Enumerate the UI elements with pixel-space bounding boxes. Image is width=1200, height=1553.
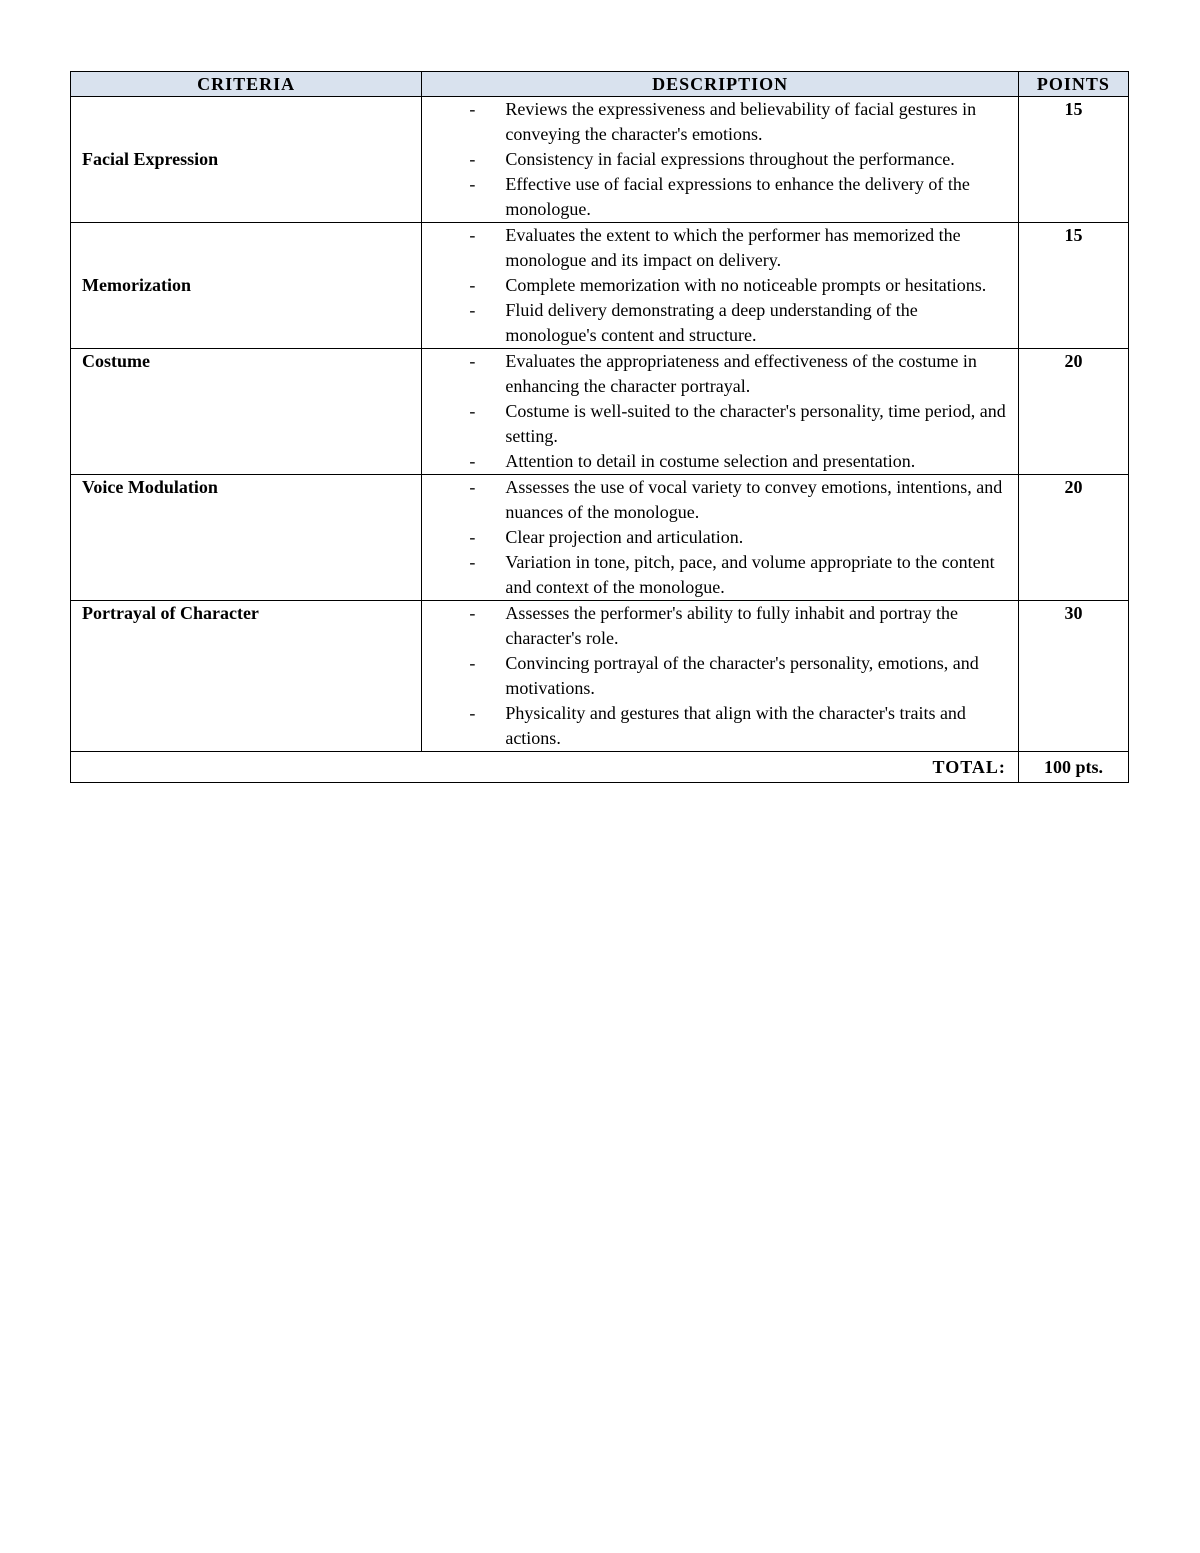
header-description: DESCRIPTION [422, 72, 1019, 97]
list-item [422, 273, 1018, 298]
table-row [71, 475, 1129, 601]
description-cell [422, 97, 1019, 223]
bullet-dash: - [469, 99, 476, 119]
list-item [422, 172, 1018, 222]
header-criteria: CRITERIA [71, 72, 422, 97]
table-row [71, 601, 1129, 752]
criteria-cell: Costume [71, 349, 422, 475]
table-row [71, 349, 1129, 475]
list-item [422, 601, 1018, 651]
criteria-cell: Memorization [71, 223, 422, 349]
bullet-dash: - [469, 552, 476, 572]
list-item-text: Costume is well-suited to the character's personality, time period, and setting. [505, 401, 1006, 446]
description-list [422, 97, 1018, 222]
list-item-text: Evaluates the appropriateness and effectiveness of the costume in enhancing the character portrayal. [505, 351, 977, 396]
total-label: TOTAL: [71, 752, 1019, 783]
list-item-text: Clear projection and articulation. [505, 527, 744, 547]
list-item [422, 651, 1018, 701]
list-item [422, 550, 1018, 600]
table-row [71, 97, 1129, 223]
description-list [422, 475, 1018, 600]
rubric-table [70, 71, 1129, 783]
list-item [422, 349, 1018, 399]
list-item [422, 525, 1018, 550]
bullet-dash: - [469, 174, 476, 194]
list-item [422, 449, 1018, 474]
header-points: POINTS [1018, 72, 1128, 97]
description-cell [422, 601, 1019, 752]
points-cell: 20 [1018, 349, 1128, 475]
description-list [422, 601, 1018, 751]
table-row [71, 223, 1129, 349]
bullet-dash: - [469, 225, 476, 245]
points-cell: 30 [1018, 601, 1128, 752]
points-cell: 20 [1018, 475, 1128, 601]
description-list [422, 223, 1018, 348]
list-item-text: Attention to detail in costume selection and presentation. [505, 451, 916, 471]
bullet-dash: - [469, 527, 476, 547]
header-row [71, 72, 1129, 97]
bullet-dash: - [469, 603, 476, 623]
list-item [422, 147, 1018, 172]
bullet-dash: - [469, 351, 476, 371]
criteria-cell: Facial Expression [71, 97, 422, 223]
list-item [422, 701, 1018, 751]
description-cell [422, 223, 1019, 349]
list-item-text: Fluid delivery demonstrating a deep understanding of the monologue's content and structure. [505, 300, 918, 345]
bullet-dash: - [469, 275, 476, 295]
list-item [422, 223, 1018, 273]
points-cell: 15 [1018, 223, 1128, 349]
bullet-dash: - [469, 703, 476, 723]
list-item-text: Consistency in facial expressions throughout the performance. [505, 149, 955, 169]
criteria-cell: Portrayal of Character [71, 601, 422, 752]
list-item-text: Effective use of facial expressions to enhance the delivery of the monologue. [505, 174, 970, 219]
list-item-text: Physicality and gestures that align with the character's traits and actions. [505, 703, 966, 748]
list-item-text: Assesses the performer's ability to fully inhabit and portray the character's role. [505, 603, 958, 648]
bullet-dash: - [469, 451, 476, 471]
list-item-text: Convincing portrayal of the character's personality, emotions, and motivations. [505, 653, 979, 698]
list-item-text: Reviews the expressiveness and believability of facial gestures in conveying the character's emotions. [505, 99, 977, 144]
bullet-dash: - [469, 653, 476, 673]
bullet-dash: - [469, 401, 476, 421]
list-item [422, 475, 1018, 525]
description-list [422, 349, 1018, 474]
list-item [422, 399, 1018, 449]
list-item-text: Evaluates the extent to which the performer has memorized the monologue and its impact on delivery. [505, 225, 961, 270]
total-value: 100 pts. [1018, 752, 1128, 783]
list-item [422, 298, 1018, 348]
bullet-dash: - [469, 477, 476, 497]
list-item [422, 97, 1018, 147]
description-cell [422, 349, 1019, 475]
total-row [71, 752, 1129, 783]
criteria-cell: Voice Modulation [71, 475, 422, 601]
list-item-text: Variation in tone, pitch, pace, and volume appropriate to the content and context of the monologue. [505, 552, 995, 597]
description-cell [422, 475, 1019, 601]
bullet-dash: - [469, 300, 476, 320]
bullet-dash: - [469, 149, 476, 169]
list-item-text: Assesses the use of vocal variety to convey emotions, intentions, and nuances of the monologue. [505, 477, 1003, 522]
points-cell: 15 [1018, 97, 1128, 223]
list-item-text: Complete memorization with no noticeable prompts or hesitations. [505, 275, 987, 295]
